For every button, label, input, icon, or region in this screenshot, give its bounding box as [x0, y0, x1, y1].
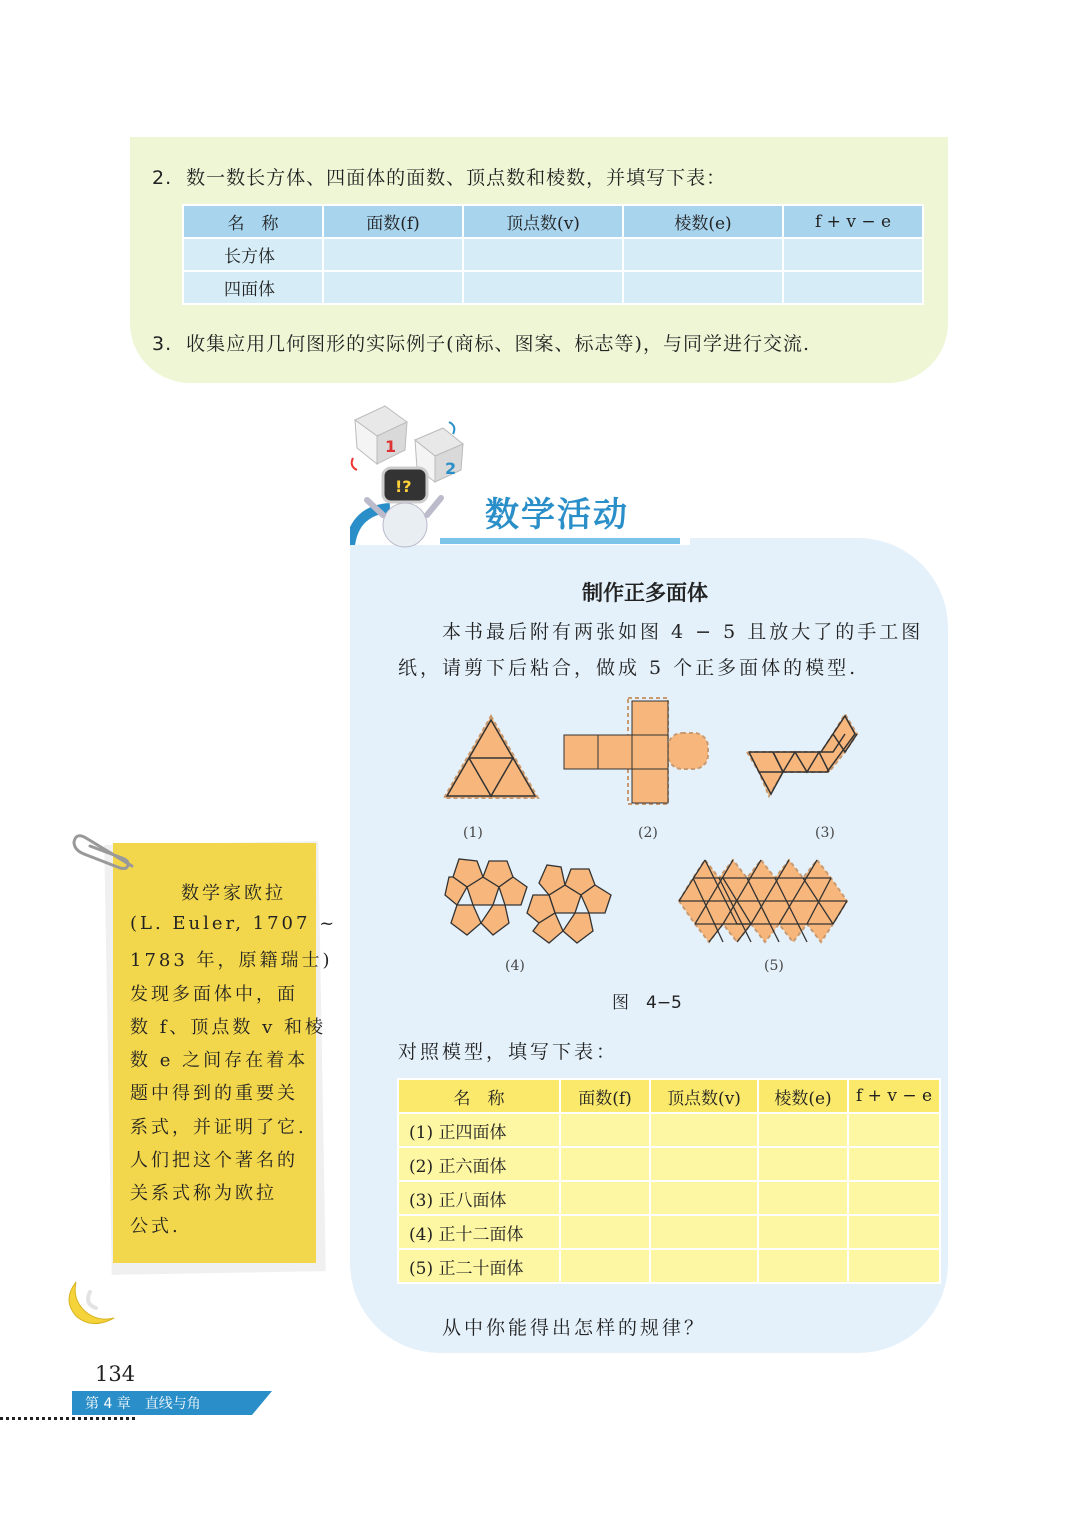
activity-title: 数学活动 — [485, 495, 629, 535]
note-line: 数 e 之间存在着本 — [130, 1050, 309, 1071]
table-header: 面数(f) — [323, 205, 463, 238]
figure-caption: (4) — [505, 958, 525, 974]
table-header: f + v − e — [783, 205, 923, 238]
page-number: 134 — [95, 1362, 136, 1386]
table-cell — [848, 1181, 940, 1215]
table-cell — [758, 1215, 848, 1249]
figure-label: 图 4−5 — [612, 993, 682, 1013]
table-cell — [623, 271, 783, 304]
row-label: (5) 正二十面体 — [398, 1249, 560, 1283]
row-label: (3) 正八面体 — [398, 1181, 560, 1215]
table-cell — [650, 1181, 758, 1215]
question-text: 收集应用几何图形的实际例子(商标、图案、标志等)，与同学进行交流. — [186, 333, 811, 355]
note-line: 题中得到的重要关 — [130, 1083, 298, 1104]
question-number: 3. — [152, 333, 173, 355]
activity-subtitle: 制作正多面体 — [582, 581, 708, 605]
note-line: 发现多面体中，面 — [130, 984, 298, 1005]
table-header: 面数(f) — [560, 1079, 650, 1113]
table-cell — [623, 238, 783, 271]
table-cell — [848, 1113, 940, 1147]
chapter-label: 第 4 章 直线与角 — [85, 1396, 201, 1412]
table-header: 名 称 — [398, 1079, 560, 1113]
figure-caption: (2) — [638, 825, 658, 841]
note-line: 1783 年，原籍瑞士) — [130, 950, 333, 971]
table-header: 棱数(e) — [623, 205, 783, 238]
table-cell — [323, 238, 463, 271]
table-cell — [650, 1249, 758, 1283]
note-line: 系式，并证明了它. — [130, 1117, 307, 1138]
table-cell — [783, 238, 923, 271]
table-row — [398, 1181, 940, 1215]
table-cell — [560, 1147, 650, 1181]
table-row — [398, 1113, 940, 1147]
table-cell — [560, 1181, 650, 1215]
table-cell — [848, 1249, 940, 1283]
table-header: 棱数(e) — [758, 1079, 848, 1113]
table-row — [398, 1215, 940, 1249]
crescent-moon-icon — [62, 1278, 122, 1328]
question-text: 数一数长方体、四面体的面数、顶点数和棱数，并填写下表： — [186, 167, 727, 189]
paperclip-icon — [72, 828, 136, 872]
table-cell — [323, 271, 463, 304]
note-line: 关系式称为欧拉 — [130, 1183, 277, 1204]
euler-note — [113, 843, 338, 1263]
tetrahedron-net-figure — [440, 712, 542, 804]
header-stripe — [440, 538, 680, 544]
octahedron-net-figure — [745, 712, 860, 798]
icosahedron-net-figure — [675, 858, 853, 944]
table-cell — [560, 1249, 650, 1283]
table-header-row — [183, 205, 923, 238]
table-cell — [758, 1113, 848, 1147]
table-cell — [848, 1147, 940, 1181]
activity-paragraph-line: 纸，请剪下后粘合，做成 5 个正多面体的模型. — [398, 657, 859, 679]
figure-caption: (5) — [764, 958, 784, 974]
table-cell — [560, 1113, 650, 1147]
note-line: (L. Euler, 1707 ~ — [130, 913, 338, 934]
mascot-screen-label: !? — [395, 477, 412, 496]
row-label: 四面体 — [183, 271, 323, 304]
question-number: 2. — [152, 167, 173, 189]
table-cell — [758, 1147, 848, 1181]
cube-net-figure — [560, 695, 710, 807]
table-row — [183, 271, 923, 304]
activity-instruction: 对照模型，填写下表： — [398, 1041, 619, 1063]
activity-paragraph-line: 本书最后附有两张如图 4 − 5 且放大了的手工图 — [442, 621, 924, 643]
table-cell — [463, 238, 623, 271]
table-cell — [650, 1113, 758, 1147]
cube-label: 2 — [445, 459, 457, 478]
table-cell — [650, 1147, 758, 1181]
figure-caption: (1) — [463, 825, 483, 841]
row-label: (1) 正四面体 — [398, 1113, 560, 1147]
question-2 — [152, 163, 726, 190]
table-header-row — [398, 1079, 940, 1113]
note-line: 数 f、顶点数 v 和棱 — [130, 1017, 326, 1038]
table-cell — [758, 1249, 848, 1283]
row-label: (4) 正十二面体 — [398, 1215, 560, 1249]
table-cell — [560, 1215, 650, 1249]
table-cell — [463, 271, 623, 304]
activity-question: 从中你能得出怎样的规律？ — [442, 1317, 707, 1339]
table-cell — [848, 1215, 940, 1249]
polyhedron-count-table — [182, 204, 924, 305]
robot-mascot-icon — [345, 400, 475, 550]
note-line: 人们把这个著名的 — [130, 1150, 298, 1171]
figure-caption: (3) — [815, 825, 835, 841]
table-row — [183, 238, 923, 271]
table-row — [398, 1147, 940, 1181]
table-cell — [758, 1181, 848, 1215]
question-3 — [152, 329, 810, 356]
table-row — [398, 1249, 940, 1283]
regular-polyhedron-table — [397, 1078, 941, 1284]
note-line: 公式. — [130, 1216, 181, 1237]
table-header: 名 称 — [183, 205, 323, 238]
dotted-divider — [0, 1417, 135, 1420]
exercise-box — [130, 137, 948, 383]
dodecahedron-net-figure — [443, 855, 618, 950]
row-label: 长方体 — [183, 238, 323, 271]
table-cell — [650, 1215, 758, 1249]
table-header: f + v − e — [848, 1079, 940, 1113]
table-cell — [783, 271, 923, 304]
row-label: (2) 正六面体 — [398, 1147, 560, 1181]
table-header: 顶点数(v) — [463, 205, 623, 238]
table-header: 顶点数(v) — [650, 1079, 758, 1113]
cube-label: 1 — [385, 437, 397, 456]
note-line: 数学家欧拉 — [181, 883, 286, 904]
cube-1-icon — [355, 406, 407, 464]
